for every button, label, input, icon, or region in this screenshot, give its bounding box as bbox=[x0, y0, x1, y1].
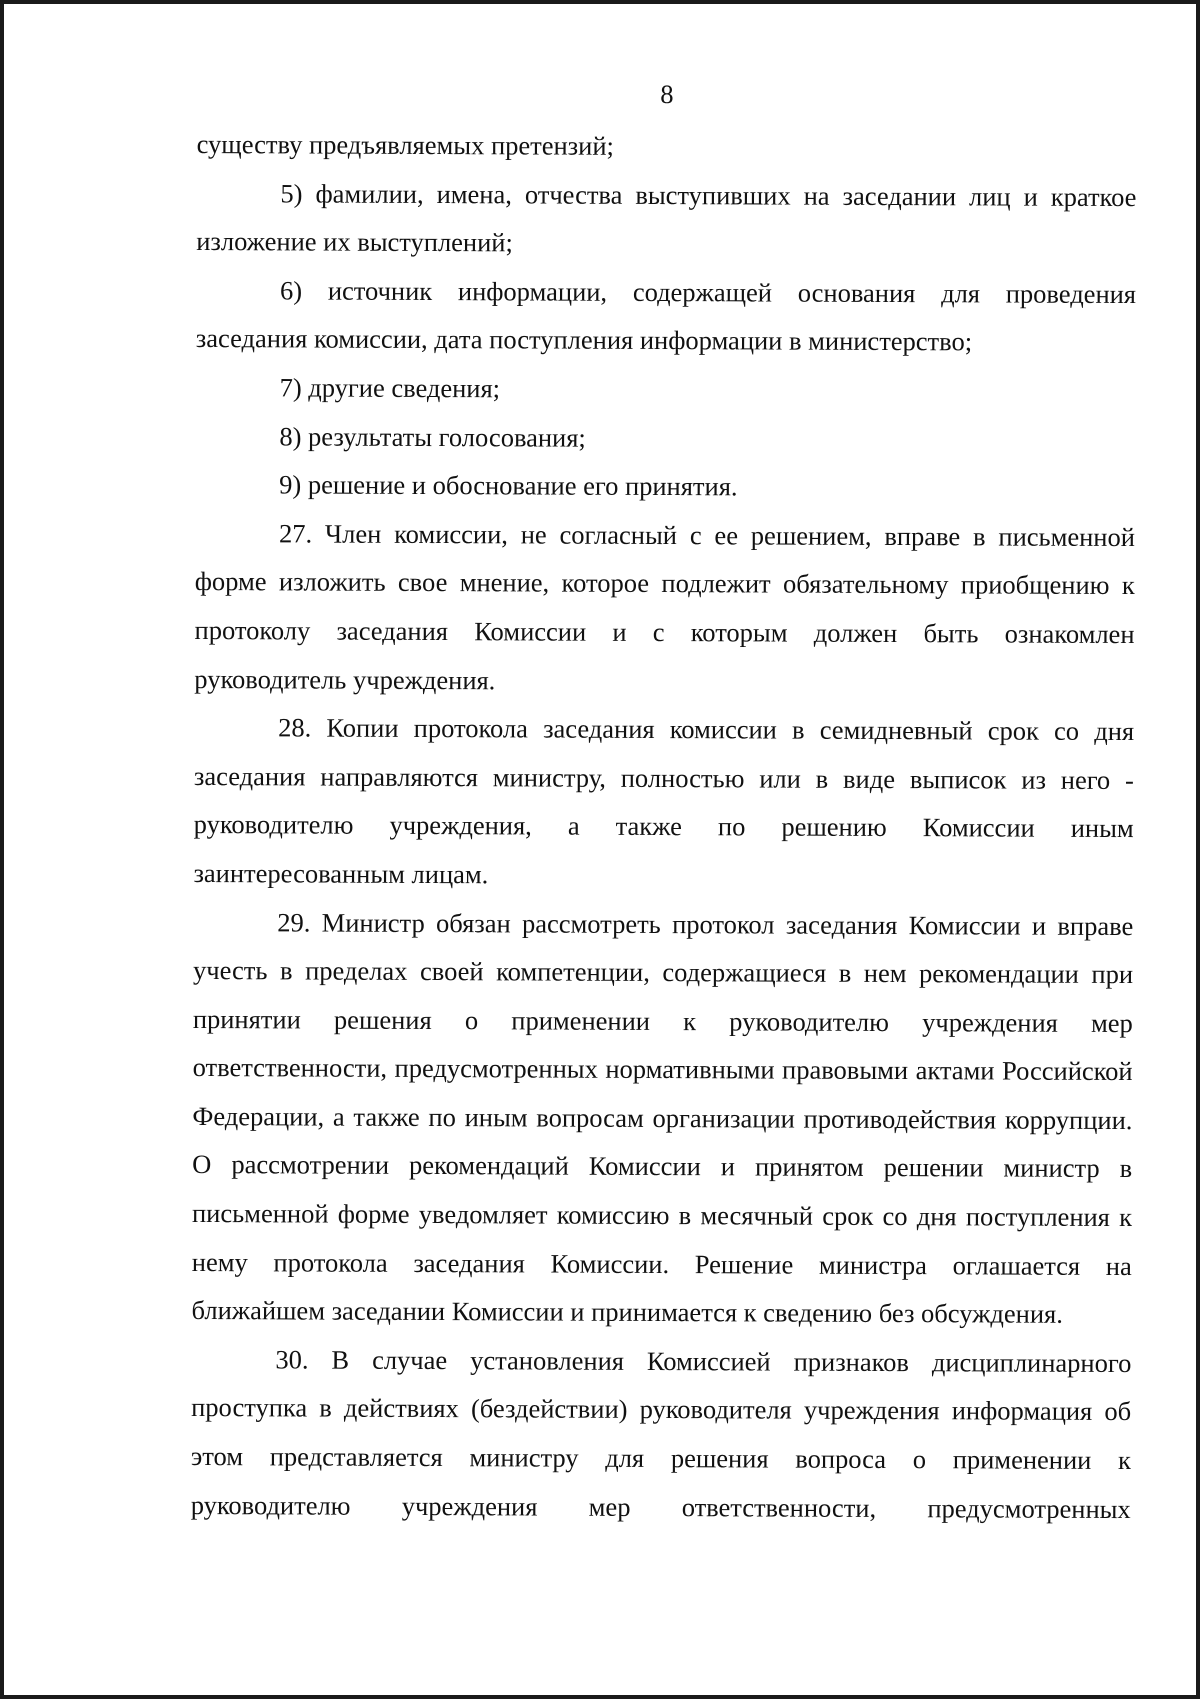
clause-30: 30. В случае установления Комиссией признаков дисциплинарного проступка в действиях (бездействии) руководителя учреждения информация об этом представляется министру для решения вопроса о применении к руководителю учреждения мер ответственности, предусмотренных bbox=[190, 1344, 1132, 1524]
list-item-6: 6) источник информации, содержащей основания для проведения заседания комиссии, дата поступления информации в министерство; bbox=[195, 275, 1137, 357]
page-number: 8 bbox=[660, 79, 674, 110]
paragraph-continuation: существу предъявляемых претензий; bbox=[196, 128, 614, 161]
list-item-8: 8) результаты голосования; bbox=[279, 420, 586, 453]
clause-27: 27. Член комиссии, не согласный с ее решением, вправе в письменной форме изложить свое мнение, которое подлежит обязательному приобщению к протоколу заседания Комиссии и с которым должен быть ознакомлен руководитель учреждения. bbox=[194, 518, 1136, 695]
list-item-9: 9) решение и обоснование его принятия. bbox=[279, 469, 738, 502]
list-item-7: 7) другие сведения; bbox=[279, 372, 501, 404]
document-page bbox=[191, 70, 1137, 1533]
clause-29: 29. Министр обязан рассмотреть протокол заседания Комиссии и вправе учесть в пределах своей компетенции, содержащиеся в нем рекомендации при принятии решения о применении к руководителю учреждения мер ответственности, предусмотренных нормативными правовыми актами Российской Федерации, а также по иным вопросам организации противодействия коррупции. О рассмотрении рекомендаций Комиссии и принятом решении министр в письменной форме уведомляет комиссию в месячный срок со дня поступления к нему протокола заседания Комиссии. Решение министра оглашается на ближайшем заседании Комиссии и принимается к сведению без обсуждения. bbox=[191, 906, 1134, 1330]
list-item-5: 5) фамилии, имена, отчества выступивших на заседании лиц и краткое изложение их выступлений; bbox=[196, 177, 1137, 258]
clause-28: 28. Копии протокола заседания комиссии в семидневный срок со дня заседания направляются министру, полностью или в виде выписок из него - руководителю учреждения, а также по решению Комиссии иным заинтересованным лицам. bbox=[193, 712, 1135, 890]
